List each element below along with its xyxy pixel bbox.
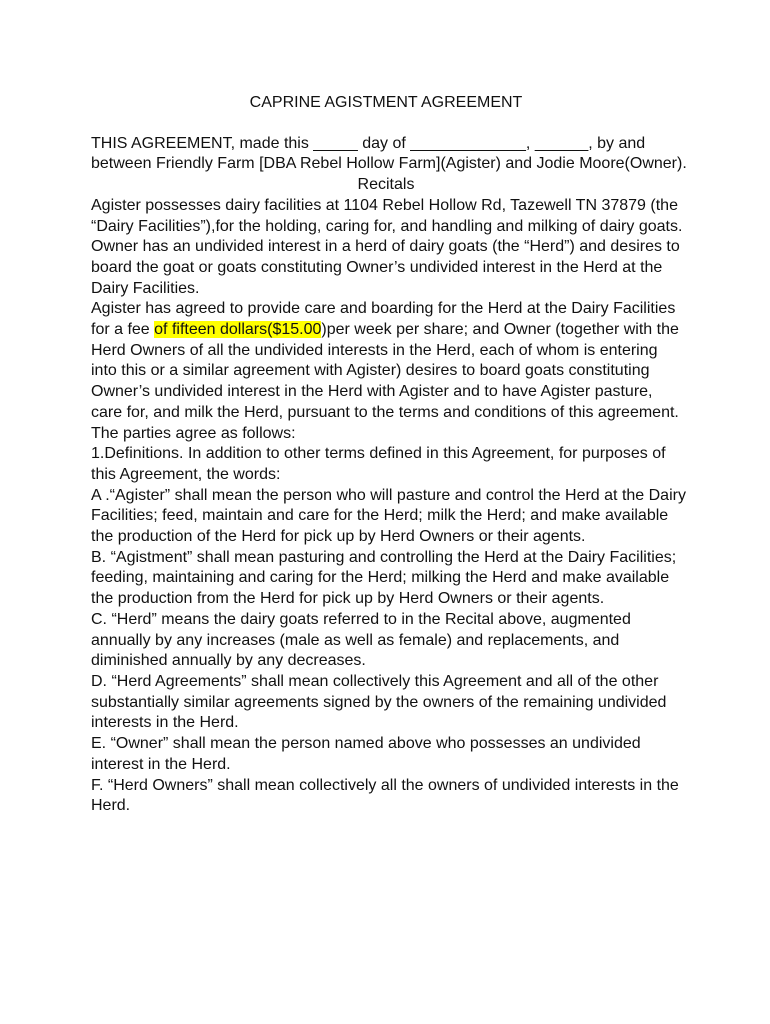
definition-agistment: B. “Agistment” shall mean pasturing and controlling the Herd at the Dairy Facilities; feeding, maintaining and caring for the Herd; milking the Herd and make available the production from the Herd for pick up by Herd Owners or their agents. — [91, 548, 677, 608]
document-body — [91, 93, 687, 817]
recital-agister-fee — [91, 299, 687, 423]
recital-owner-interest: Owner has an undivided interest in a herd of dairy goats (the “Herd”) and desires to board the goat or goats constituting Owner’s undivided interest in the Herd at the Dairy Facilities. — [91, 238, 680, 297]
definition-herd-owners: F. “Herd Owners” shall mean collectively all the owners of undivided interests in the Herd. — [91, 776, 679, 815]
definition-agister: A .“Agister” shall mean the person who will pasture and control the Herd at the Dairy Facilities; feed, maintain and care for the Herd; milk the Herd; and make available the production of the Herd for pick up by Herd Owners or their agents. — [91, 486, 686, 546]
definition-herd: C. “Herd” means the dairy goats referred to in the Recital above, augmented annually by any increases (male as well as female) and replacements, and diminished annually by any decreases. — [91, 610, 631, 670]
recitals-heading: Recitals — [357, 176, 415, 194]
definition-owner: E. “Owner” shall mean the person named above who possesses an undivided interest in the Herd. — [91, 735, 641, 773]
document-title: CAPRINE AGISTMENT AGREEMENT — [249, 94, 523, 111]
recital-fee-text-end: )per week per share; and Owner (together with the Herd Owners of all the undivided interests in the Herd, each of whom is entering into this or a similar agreement with Agister) desires to board goats constituting Owner’s undivided interest in the Herd with Agister and to have Agister pasture, care for, and milk the Herd, pursuant to the terms and conditions of this agreement. — [91, 321, 679, 421]
intro-paragraph: THIS AGREEMENT, made this _____ day of _____________, ______, by and between Friendly Farm [DBA Rebel Hollow Farm](Agister) and Jodie Moore(Owner). — [91, 134, 687, 173]
recital-dairy-facilities: Agister possesses dairy facilities at 1104 Rebel Hollow Rd, Tazewell TN 37879 (the “Dairy Facilities”),for the holding, caring for, and handling and milking of dairy goats. — [91, 196, 683, 235]
agree-line: The parties agree as follows: — [91, 424, 296, 442]
recital-fee-text-start: Agister has agreed to provide care and boarding for the Herd at the Dairy Facilities for a fee — [91, 300, 676, 339]
definition-herd-agreements: D. “Herd Agreements” shall mean collectively this Agreement and all of the other substantially similar agreements signed by the owners of the remaining undivided interests in the Herd. — [91, 672, 667, 732]
fee-highlight: of fifteen dollars($15.00 — [154, 321, 322, 339]
definitions-intro: 1.Definitions. In addition to other terms defined in this Agreement, for purposes of this Agreement, the words: — [91, 445, 666, 483]
